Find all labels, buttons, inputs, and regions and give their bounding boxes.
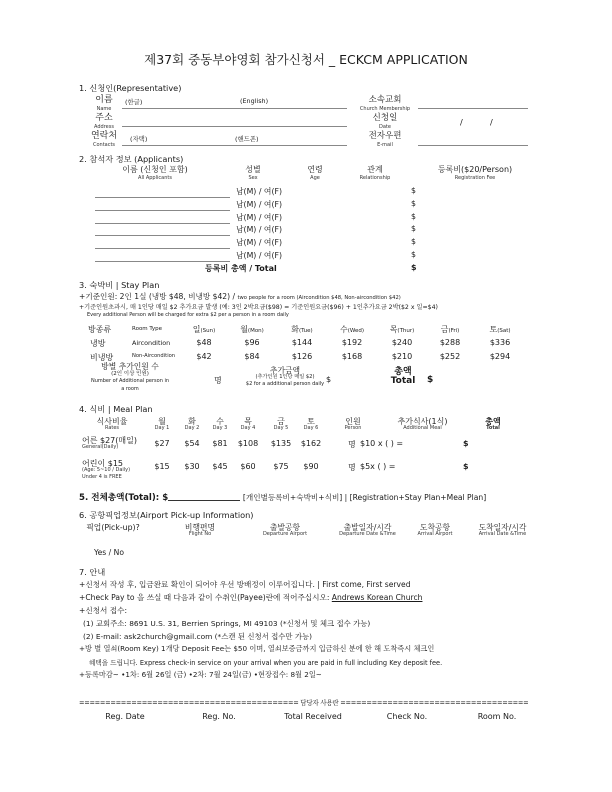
office-col-4[interactable]: Check No. — [386, 712, 428, 721]
meal-day-header-6: 토 Day 6 — [303, 417, 319, 431]
stay-note-1: +기준인원: 2인 1실 (냉방 $48, 비냉방 $42) / two people for a room (Aircondition $48, Non-aircondition $42) — [79, 292, 401, 301]
applicants-name-header: 이름 (신청인 포함) All Applicants — [122, 165, 188, 181]
stay-room-ko-2: 비냉방 — [90, 353, 114, 362]
office-col-5[interactable]: Room No. — [477, 712, 517, 721]
meal-price-1-1[interactable]: $27 — [154, 439, 170, 448]
pickup-header-2: 비행편명 Flight No — [184, 523, 216, 537]
stay-room-ko-1: 냉방 — [90, 339, 106, 348]
meal-price-1-5[interactable]: $135 — [270, 439, 292, 448]
stay-room-en-2: Non-Aircondition — [132, 353, 176, 359]
applicant-fee-1: $ — [411, 186, 416, 195]
grand-total-line — [79, 491, 486, 503]
stay-day-header-4: 수(Wed) — [339, 325, 365, 334]
meal-day-header-2: 화 Day 2 — [184, 417, 200, 431]
church-input-line[interactable] — [418, 108, 528, 109]
applicant-sex-4[interactable]: 남(M) / 여(F) — [236, 225, 283, 235]
address-label: 주소 Address — [94, 113, 114, 130]
meal-person-unit-1: 명 — [348, 440, 356, 449]
section-7-heading: 7. 안내 — [79, 567, 106, 577]
stay-price-2-3[interactable]: $126 — [291, 352, 313, 361]
meal-price-1-4[interactable]: $108 — [237, 439, 259, 448]
meal-price-1-3[interactable]: $81 — [212, 439, 228, 448]
notice-line-1: +신청서 작성 후, 입금완료 확인이 되어야 우선 방배정이 이루어집니다. | First come, First served — [79, 580, 411, 589]
stay-total-dollar: $ — [427, 375, 434, 385]
registration-total-dollar: $ — [411, 263, 417, 272]
applicant-name-line-2[interactable] — [95, 210, 230, 211]
meal-additional-2[interactable]: $5x ( ) = — [360, 462, 396, 471]
meal-price-1-6[interactable]: $162 — [300, 439, 322, 448]
grand-total-input[interactable] — [168, 491, 240, 501]
applicant-sex-5[interactable]: 남(M) / 여(F) — [236, 238, 283, 248]
notice-line-3: +신청서 접수: — [79, 606, 128, 615]
section-1-heading: 1. 신청인(Representative) — [79, 83, 182, 93]
pickup-yes-no[interactable]: Yes / No — [94, 548, 124, 557]
stay-room-en-1: Aircondition — [132, 339, 171, 347]
stay-price-2-5[interactable]: $210 — [391, 352, 413, 361]
stay-price-1-5[interactable]: $240 — [391, 338, 413, 347]
stay-price-2-1[interactable]: $42 — [196, 352, 212, 361]
date-label: 신청일 Date — [372, 113, 398, 130]
stay-price-1-2[interactable]: $96 — [244, 338, 260, 347]
applicant-name-line-4[interactable] — [95, 235, 230, 236]
relationship-header: 관계 Relationship — [359, 165, 391, 181]
date-slash-2: / — [490, 117, 493, 127]
meal-day-header-5: 금 Day 5 — [273, 417, 289, 431]
meal-price-2-2[interactable]: $30 — [184, 462, 200, 471]
meal-total-header: 총액 Total — [485, 417, 501, 431]
grand-total-label: 5. 전체총액(Total): $ — [79, 493, 169, 503]
office-col-2[interactable]: Reg. No. — [202, 712, 236, 721]
stay-day-header-1: 일(Sun) — [192, 325, 216, 334]
meal-price-1-2[interactable]: $54 — [184, 439, 200, 448]
notice-line-8: +등록마감~ •1차: 6월 26일 (금) •2차: 7월 24일(금) •현장접수: 8월 2일~ — [79, 670, 322, 679]
stay-day-header-3: 화(Tue) — [291, 325, 313, 334]
meal-day-header-3: 수 Day 3 — [212, 417, 228, 431]
stay-price-1-3[interactable]: $144 — [291, 338, 313, 347]
meal-rate-label-2: 어린이 $15 (Age: 5~10 / Daily) Under 4 is FREE — [82, 459, 131, 480]
applicant-sex-6[interactable]: 남(M) / 여(F) — [236, 251, 283, 260]
name-english-label: (English) — [240, 97, 269, 105]
extra-fee-label: 추가금액 (추가인원 1인당 매일 $2) $2 for a additional person daily — [245, 366, 325, 387]
church-label: 소속교회 Church Membership — [359, 95, 411, 112]
notice-line-2: +Check Pay to 을 쓰실 때 다음과 같이 수취인(Payee)란에 적어주십시오: Andrews Korean Church — [79, 593, 423, 602]
stay-note-2: +기준인원초과시, 매 1인당 매일 $2 추가요금 발생 (예: 3인 2박요금($98) = 기준인원요금($96) + 1인추가요금 2박($2 x 일=$4) — [79, 304, 438, 311]
applicant-sex-2[interactable]: 남(M) / 여(F) — [236, 199, 283, 209]
meal-person-header: 인원 Person — [344, 417, 362, 431]
stay-price-2-7[interactable]: $294 — [489, 352, 511, 361]
section-6-heading: 6. 공항픽업정보(Airport Pick-up Information) — [79, 510, 254, 520]
section-3-heading: 3. 숙박비 | Stay Plan — [79, 280, 160, 290]
meal-total-dollar-2: $ — [463, 462, 469, 471]
fee-header: 등록비($20/Person) Registration Fee — [437, 165, 513, 181]
pickup-header-3: 출발공항 Departure Airport — [262, 523, 308, 537]
stay-price-2-4[interactable]: $168 — [341, 352, 363, 361]
applicant-sex-3[interactable]: 남(M) / 여(F) — [236, 212, 283, 222]
pickup-header-1: 픽업(Pick-up)? — [86, 523, 140, 532]
applicant-name-line-6[interactable] — [95, 261, 230, 262]
extra-fee-dollar: $ — [326, 375, 332, 384]
stay-price-1-4[interactable]: $192 — [341, 338, 363, 347]
room-type-header: 방종류 — [88, 325, 112, 334]
applicant-fee-5: $ — [411, 237, 416, 247]
notice-line-7: 혜택을 드립니다. Express check-in service on your arrival when you are paid in full including Key deposit fee. — [89, 659, 443, 667]
office-col-1[interactable]: Reg. Date — [105, 712, 145, 721]
address-input-line[interactable] — [122, 126, 347, 127]
extra-person-label: 방별 추가인원 수 (2인 이상 인원) Number of Additional person in a room — [90, 362, 170, 392]
contact-label: 연락처 Contacts — [90, 131, 118, 148]
stay-price-1-1[interactable]: $48 — [196, 338, 212, 347]
stay-day-header-2: 월(Mon) — [240, 325, 264, 334]
meal-total-dollar-1: $ — [463, 439, 469, 448]
stay-day-header-5: 목(Thur) — [389, 325, 415, 334]
pickup-header-5: 도착공항 Arrival Airport — [417, 523, 453, 537]
meal-rate-label-1: 어른 $27(매일) General(Daily) — [82, 436, 137, 450]
applicant-name-line-3[interactable] — [95, 223, 230, 224]
date-slash-1: / — [460, 117, 463, 127]
stay-price-2-2[interactable]: $84 — [244, 352, 260, 361]
notice-line-6: +방 별 열쇠(Room Key) 1개당 Deposit Fee는 $50 이며, 열쇠보증금까지 입금하신 분에 한 해 도착즉시 체크인 — [79, 644, 435, 653]
grand-total-note: [개인별등록비+숙박비+식비] | [Registration+Stay Plan+Meal Plan] — [242, 493, 487, 502]
sex-header: 성별 Sex — [245, 165, 261, 181]
stay-day-header-7: 토(Sat) — [489, 325, 511, 334]
notice-line-4: (1) 교회주소: 8691 U.S. 31, Berrien Springs, MI 49103 (*신청서 및 체크 접수 가능) — [83, 619, 371, 628]
stay-total-label: 총액 Total — [390, 367, 416, 386]
stay-price-2-6[interactable]: $252 — [439, 352, 461, 361]
office-use-bar: ========================================== 담당자 사용란 ==================================== — [79, 699, 529, 707]
meal-rate-header: 식사비율 Rates — [96, 417, 128, 431]
pickup-header-4: 출발일자/시각 Departure Date &Time — [339, 523, 396, 537]
contact-input-line[interactable] — [122, 145, 347, 146]
email-input-line[interactable] — [418, 145, 528, 146]
stay-note-3: Every additional Person will be charged for extra $2 per a person in a room daily — [87, 312, 289, 318]
office-col-3[interactable]: Total Received — [284, 712, 342, 721]
name-label: 이름 Name — [95, 95, 113, 112]
stay-price-1-6[interactable]: $288 — [439, 338, 461, 347]
meal-price-2-1[interactable]: $15 — [154, 462, 170, 471]
stay-price-1-7[interactable]: $336 — [489, 338, 511, 347]
name-korean-label: (한글) — [125, 98, 143, 106]
meal-additional-1[interactable]: $10 x ( ) = — [360, 439, 404, 448]
applicant-fee-4: $ — [411, 224, 416, 234]
meal-price-2-6[interactable]: $90 — [303, 462, 319, 471]
registration-total-label: 등록비 총액 / Total — [205, 264, 277, 273]
section-4-heading: 4. 식비 | Meal Plan — [79, 404, 153, 414]
applicant-fee-6: $ — [411, 250, 416, 259]
applicant-fee-2: $ — [411, 198, 416, 208]
section-2-heading: 2. 참석자 정보 (Applicants) — [79, 154, 184, 164]
meal-price-2-4[interactable]: $60 — [240, 462, 256, 471]
extra-person-unit: 명 — [214, 376, 222, 385]
meal-price-2-3[interactable]: $45 — [212, 462, 228, 471]
meal-price-2-5[interactable]: $75 — [273, 462, 289, 471]
applicant-fee-3: $ — [411, 211, 416, 221]
meal-day-header-4: 목 Day 4 — [240, 417, 256, 431]
applicant-sex-1[interactable]: 남(M) / 여(F) — [236, 187, 283, 196]
age-header: 연령 Age — [307, 165, 323, 181]
meal-day-header-1: 월 Day 1 — [154, 417, 170, 431]
page-title: 제37회 중동부야영회 참가신청서 _ ECKCM APPLICATION — [144, 52, 468, 67]
name-input-line[interactable] — [122, 108, 347, 109]
notice-line-5: (2) E-mail: ask2church@gmail.com (*스캔 된 신청서 접수만 가능) — [83, 632, 313, 641]
email-label: 전자우편 E-mail — [368, 131, 402, 148]
meal-additional-header: 추가식사(1식) Additional Meal — [397, 417, 448, 431]
pickup-header-6: 도착일자/시각 Arrival Date &Time — [478, 523, 527, 537]
cell-phone-label: (핸드폰) — [235, 135, 259, 143]
stay-day-header-6: 금(Fri) — [440, 325, 460, 334]
room-type-header-en: Room Type — [132, 326, 163, 332]
meal-person-unit-2: 명 — [348, 463, 356, 472]
applicant-name-line-1[interactable] — [95, 197, 230, 198]
home-phone-label: (자택) — [130, 135, 148, 143]
applicant-name-line-5[interactable] — [95, 248, 230, 249]
